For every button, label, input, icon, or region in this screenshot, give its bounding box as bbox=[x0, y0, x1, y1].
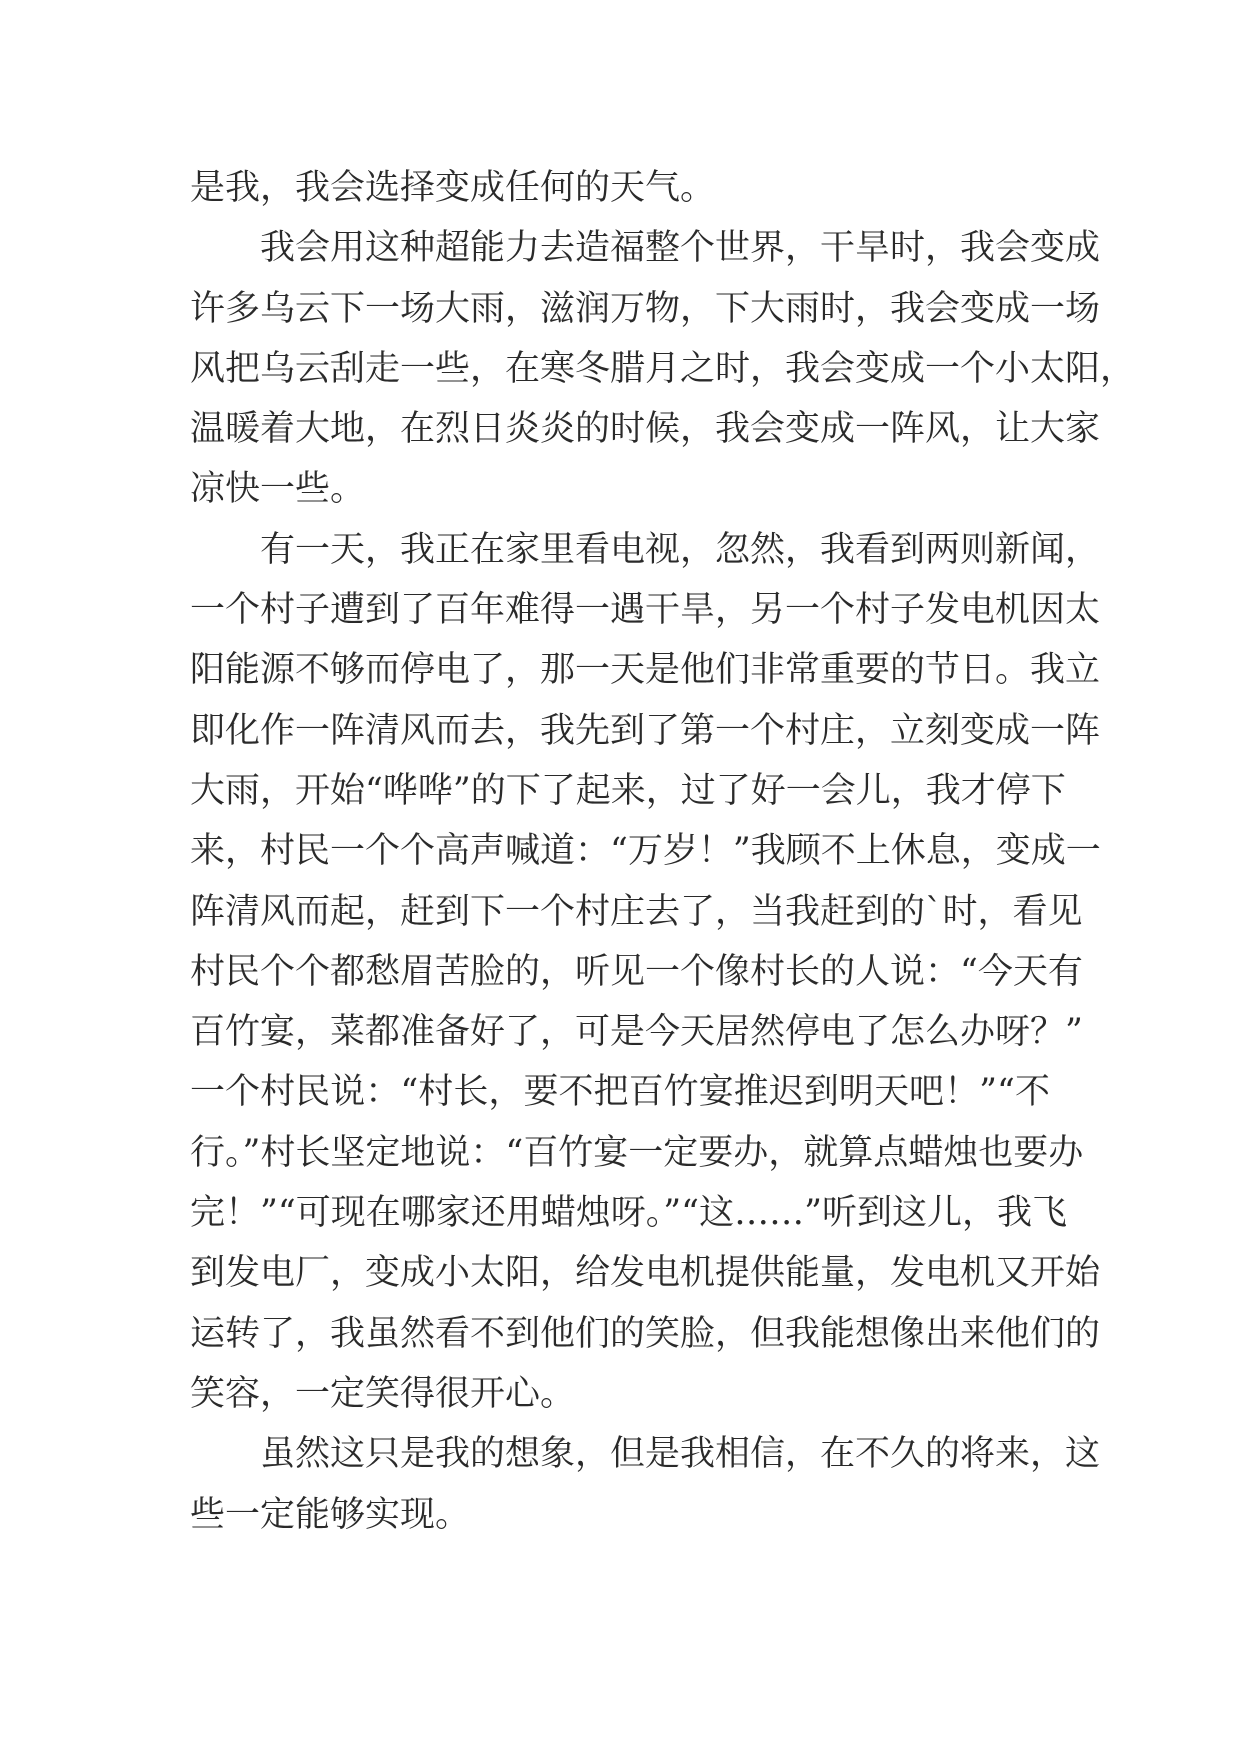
text-line: 风把乌云刮走一些，在寒冬腊月之时，我会变成一个小太阳， bbox=[190, 348, 1136, 389]
text-line: 大雨，开始“哗哗”的下了起来，过了好一会儿，我才停下 bbox=[190, 770, 1066, 811]
body-text bbox=[190, 158, 1136, 1545]
text-line: 一个村子遭到了百年难得一遇干旱，另一个村子发电机因太 bbox=[190, 590, 1101, 631]
text-line: 村民个个都愁眉苦脸的，听见一个像村长的人说：“今天有 bbox=[190, 951, 1083, 992]
text-line: 温暖着大地，在烈日炎炎的时候，我会变成一阵风，让大家 bbox=[190, 409, 1101, 450]
text-line: 些一定能够实现。 bbox=[190, 1494, 471, 1535]
text-line: 凉快一些。 bbox=[190, 469, 366, 510]
text-line: 即化作一阵清风而去，我先到了第一个村庄，立刻变成一阵 bbox=[190, 710, 1101, 751]
text-line: 一个村民说：“村长，要不把百竹宴推迟到明天吧！”“不 bbox=[190, 1072, 1050, 1113]
text-line: 来，村民一个个高声喊道：“万岁！”我顾不上休息，变成一 bbox=[190, 831, 1101, 872]
text-line: 完！”“可现在哪家还用蜡烛呀。”“这……”听到这儿，我飞 bbox=[190, 1193, 1067, 1234]
paragraph-first-line: 我会用这种超能力去造福整个世界，干旱时，我会变成 bbox=[260, 228, 1101, 269]
text-line: 行。”村长坚定地说：“百竹宴一定要办，就算点蜡烛也要办 bbox=[190, 1132, 1084, 1173]
paragraph-first-line: 有一天，我正在家里看电视，忽然，我看到两则新闻， bbox=[260, 529, 1101, 570]
text-line: 阳能源不够而停电了，那一天是他们非常重要的节日。我立 bbox=[190, 650, 1101, 691]
paragraph-first-line: 虽然这只是我的想象，但是我相信，在不久的将来，这 bbox=[260, 1434, 1101, 1475]
text-line: 是我，我会选择变成任何的天气。 bbox=[190, 168, 716, 208]
text-line: 百竹宴，菜都准备好了，可是今天居然停电了怎么办呀？” bbox=[190, 1012, 1083, 1053]
text-line: 许多乌云下一场大雨，滋润万物，下大雨时，我会变成一场 bbox=[190, 288, 1101, 329]
text-line: 阵清风而起，赶到下一个村庄去了，当我赶到的`时，看见 bbox=[190, 891, 1083, 932]
text-line: 运转了，我虽然看不到他们的笑脸，但我能想像出来他们的 bbox=[190, 1313, 1101, 1354]
text-line: 到发电厂，变成小太阳，给发电机提供能量，发电机又开始 bbox=[190, 1253, 1101, 1294]
text-line: 笑容，一定笑得很开心。 bbox=[190, 1373, 576, 1414]
